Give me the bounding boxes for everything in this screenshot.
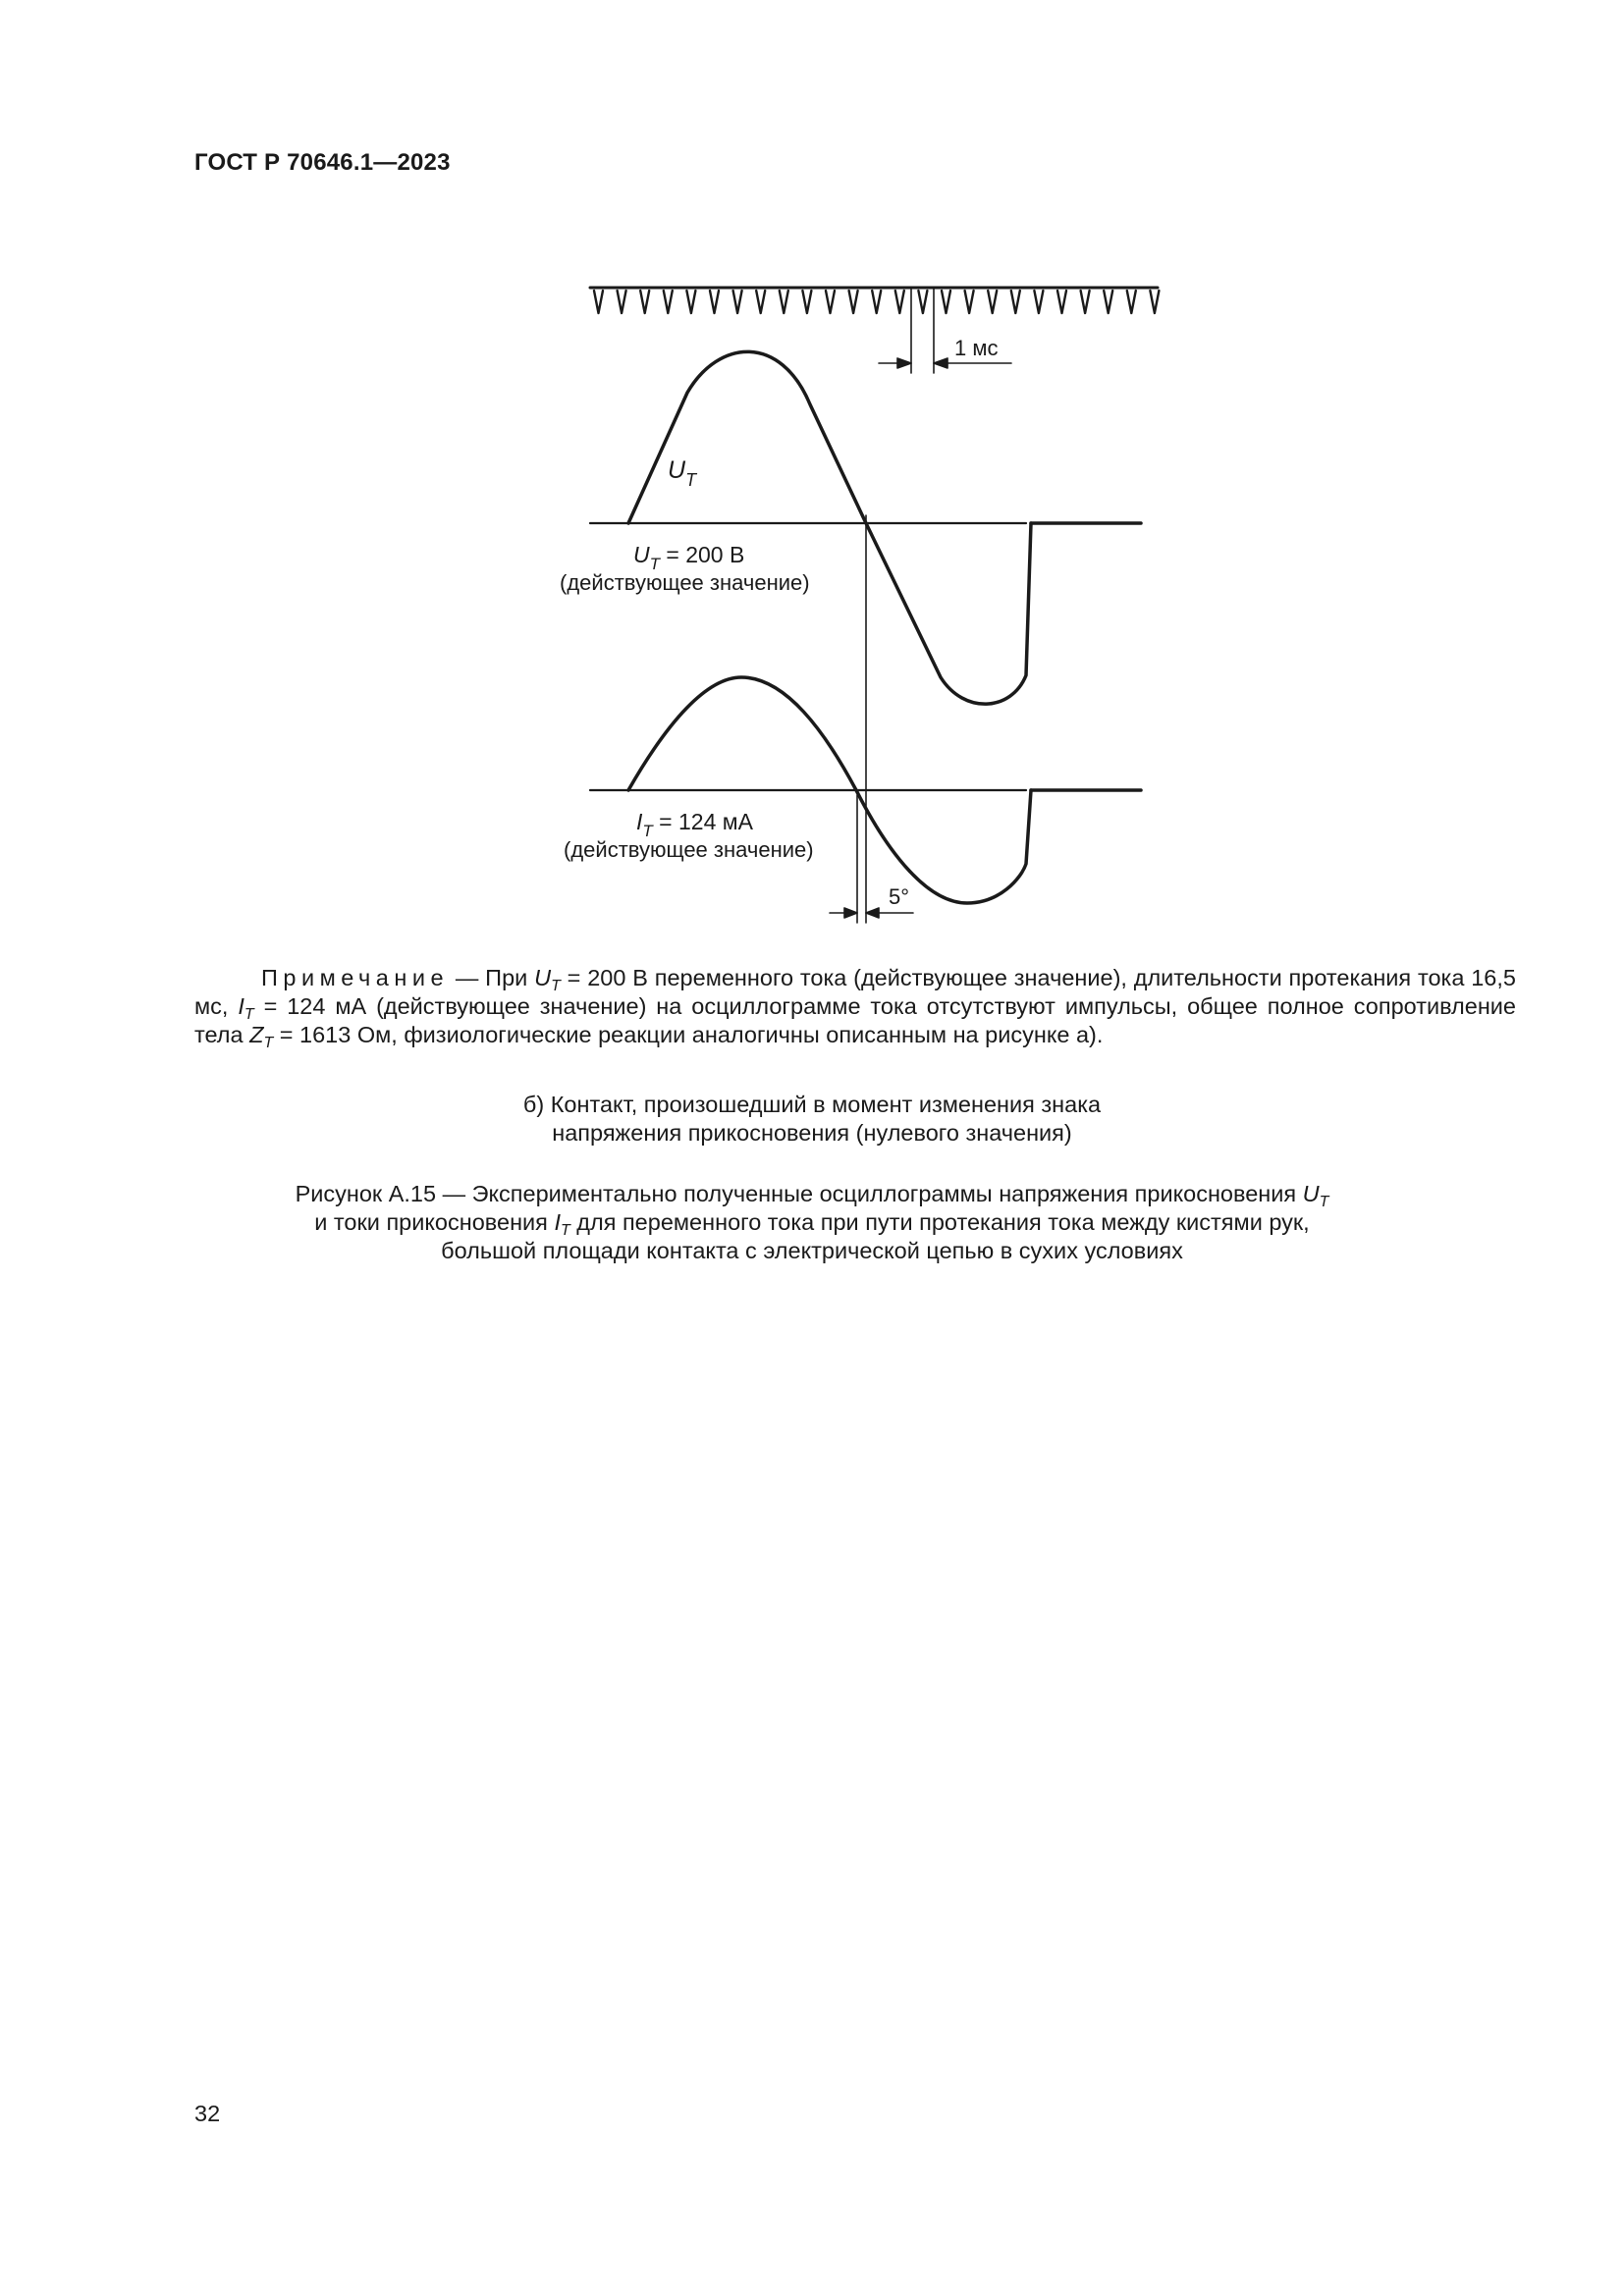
note-label: Примечание [261, 965, 450, 990]
page-number: 32 [194, 2101, 221, 2126]
sub-caption-line: напряжения прикосновения (нулевого значения) [552, 1120, 1072, 1146]
document-header: ГОСТ Р 70646.1—2023 [194, 149, 451, 176]
figure-note: Примечание — При $U_T = 200$ В переменного тока (действующее значение), длительности протекания тока 16,5 мс, $I_T = 124$ мА (действующее значение) на осциллограмме тока отсутствуют импульсы, общее полное сопротивление тела $Z_T = 1613$ Ом, физиологические реакции аналогичны описанным на рисунке а). [194, 965, 1516, 1051]
caption-line: Рисунок А.15 — Экспериментально полученные осциллограммы напряжения прикосновения $U_T$ [295, 1181, 1329, 1210]
current-value-label: $I_T = 124$ мА [636, 809, 753, 840]
voltage-value-note: (действующее значение) [560, 570, 810, 595]
oscillogram-figure [0, 0, 1624, 942]
voltage-value-label: $U_T = 200$ В [633, 542, 745, 573]
figure-caption [0, 1180, 1624, 1265]
caption-line: и токи прикосновения $I_T$ для переменного тока при пути протекания тока между кистями рук, [314, 1209, 1310, 1239]
scale-label: 1 мс [954, 336, 999, 360]
sub-caption-line: б) Контакт, произошедший в момент изменения знака [522, 1092, 1102, 1117]
caption-line: большой площади контакта с электрической цепью в сухих условиях [441, 1238, 1183, 1263]
time-marker-comb [590, 288, 1159, 313]
voltage-symbol-label: $U_T$ [668, 456, 697, 490]
phase-label: 5° [889, 884, 910, 909]
current-value-note: (действующее значение) [564, 837, 814, 862]
sub-caption [0, 1091, 1624, 1148]
